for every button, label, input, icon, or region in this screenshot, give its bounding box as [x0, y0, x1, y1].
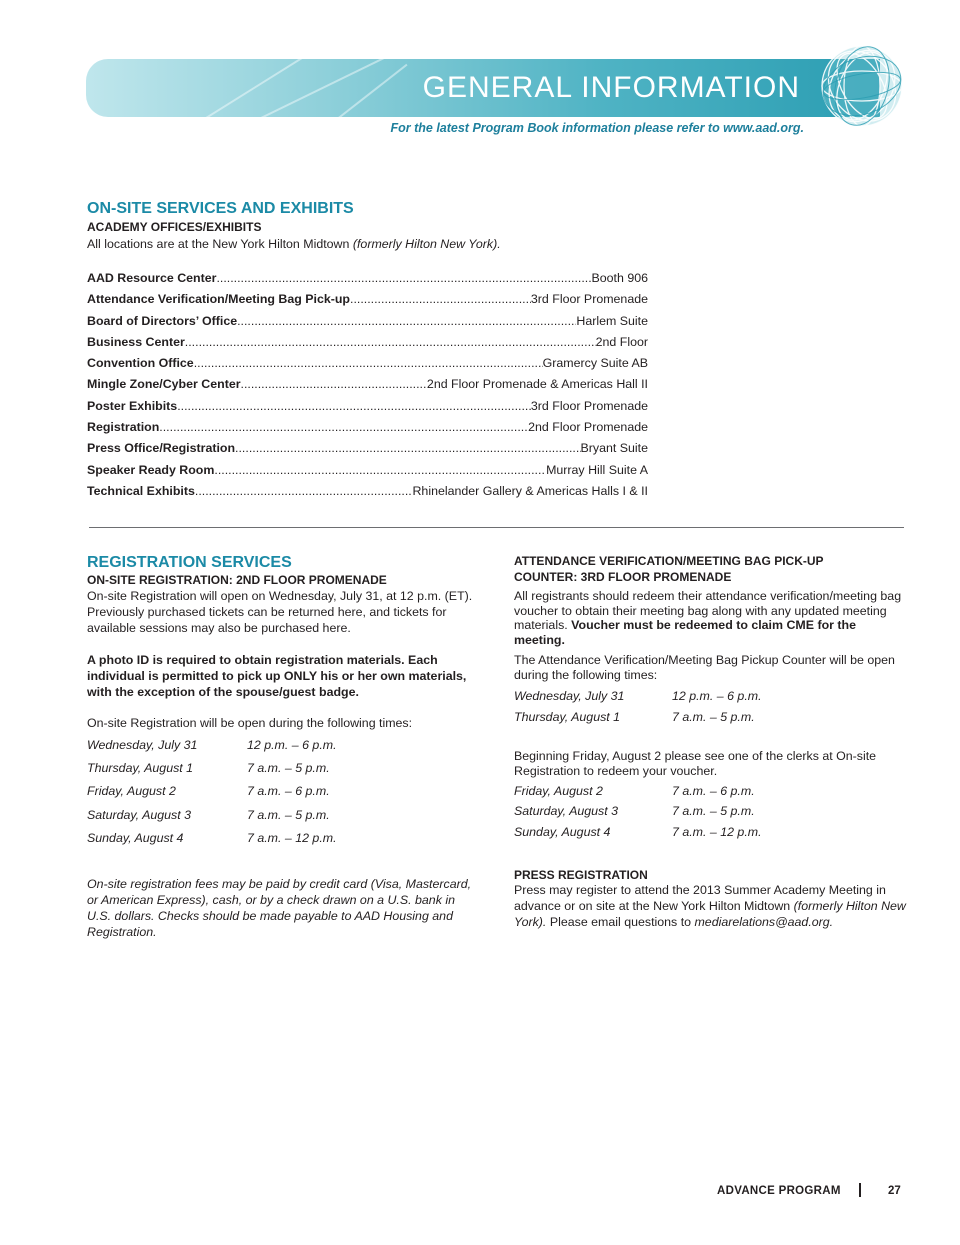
- dot-leader: [214, 463, 546, 477]
- location-name: Poster Exhibits: [87, 398, 178, 413]
- schedule-row: [514, 689, 814, 710]
- schedule-day: Thursday, August 1: [87, 761, 194, 776]
- location-name: Mingle Zone/Cyber Center: [87, 377, 241, 392]
- schedule-row: [87, 761, 387, 784]
- location-name: Registration: [87, 420, 160, 435]
- registration-hours-intro: On-site Registration will be open during the following times:: [87, 716, 413, 730]
- attendance-intro: All registrants should redeem their attendance verification/meeting bag voucher to obtain their meeting bag along with any updated meeting materials. Voucher must be redeemed to claim CME for the meeting.: [514, 589, 902, 647]
- location-row: [87, 463, 648, 484]
- location-place: 2nd Floor Promenade: [528, 420, 648, 435]
- photo-id-notice: A photo ID is required to obtain registration materials. Each individual is permitted to pick up ONLY his or her own materials, with the exception of the spouse/guest badge.: [87, 653, 467, 699]
- globe-icon: [820, 44, 904, 128]
- dot-leader: [241, 377, 427, 391]
- schedule-day: Friday, August 2: [87, 784, 176, 799]
- location-row: [87, 441, 648, 462]
- schedule-day: Sunday, August 4: [87, 830, 184, 845]
- location-row: [87, 399, 648, 420]
- dot-leader: [194, 356, 543, 370]
- location-place: Rhinelander Gallery & Americas Halls I & II: [412, 483, 648, 498]
- location-row: [87, 314, 648, 335]
- dot-leader: [235, 441, 580, 455]
- dot-leader: [237, 314, 576, 328]
- location-row: [87, 292, 648, 313]
- schedule-time: 7 a.m. – 5 p.m.: [672, 804, 755, 819]
- schedule-row: [514, 784, 814, 804]
- onsite-intro: All locations are at the New York Hilton Midtown (formerly Hilton New York).: [87, 237, 501, 251]
- schedule-day: Wednesday, July 31: [87, 738, 198, 752]
- attendance-hours-intro: The Attendance Verification/Meeting Bag Pickup Counter will be open during the following times:: [514, 653, 895, 682]
- location-name: Attendance Verification/Meeting Bag Pick-up: [87, 292, 351, 307]
- schedule-time: 7 a.m. – 12 p.m.: [247, 830, 337, 845]
- location-name: Business Center: [87, 334, 185, 349]
- attendance-title-line1: ATTENDANCE VERIFICATION/MEETING BAG PICK-UP: [514, 554, 824, 568]
- location-list: [87, 271, 648, 505]
- schedule-row: [87, 738, 387, 761]
- schedule-time: 7 a.m. – 6 p.m.: [672, 784, 755, 798]
- location-place: 2nd Floor: [595, 334, 648, 349]
- location-row: [87, 335, 648, 356]
- location-place: Harlem Suite: [576, 313, 648, 328]
- location-row: [87, 420, 648, 441]
- dot-leader: [350, 292, 531, 306]
- schedule-row: [87, 831, 387, 854]
- voucher-notice: Beginning Friday, August 2 please see one of the clerks at On-site Registration to redeem your voucher.: [514, 749, 877, 778]
- schedule-day: Sunday, August 4: [514, 824, 611, 839]
- location-row: [87, 271, 648, 292]
- dot-leader: [216, 271, 591, 285]
- schedule-row: [87, 808, 387, 831]
- location-row: [87, 377, 648, 398]
- location-row: [87, 356, 648, 377]
- location-name: Board of Directors’ Office: [87, 313, 238, 328]
- location-name: Press Office/Registration: [87, 441, 236, 456]
- schedule-row: [514, 825, 814, 845]
- schedule-time: 7 a.m. – 6 p.m.: [247, 784, 330, 799]
- page-title: GENERAL INFORMATION: [422, 71, 800, 104]
- location-name: Convention Office: [87, 356, 194, 371]
- schedule-time: 7 a.m. – 5 p.m.: [247, 807, 330, 822]
- schedule-day: Wednesday, July 31: [514, 689, 625, 703]
- registration-section-title: REGISTRATION SERVICES: [87, 554, 292, 571]
- registration-intro: On-site Registration will open on Wednesday, July 31, at 12 p.m. (ET). Previously purchased tickets can be returned here, and tickets for available sessions may also be purchased here.: [87, 589, 473, 635]
- dot-leader: [159, 420, 528, 434]
- schedule-time: 12 p.m. – 6 p.m.: [247, 738, 337, 752]
- registration-schedule: [87, 738, 387, 854]
- location-place: Bryant Suite: [580, 441, 648, 456]
- attendance-schedule: [514, 689, 814, 730]
- dot-leader: [195, 484, 413, 498]
- location-name: Technical Exhibits: [87, 483, 195, 498]
- schedule-day: Thursday, August 1: [514, 709, 621, 724]
- press-email-link[interactable]: mediarelations@aad.org.: [694, 915, 834, 929]
- schedule-time: 7 a.m. – 12 p.m.: [672, 824, 762, 839]
- payment-notice: On-site registration fees may be paid by credit card (Visa, Mastercard, or American Express), cash, or by a check drawn on a U.S. bank in U.S. dollars. Checks should be made payable to AAD Housing and Registration.: [87, 877, 472, 939]
- location-place: Murray Hill Suite A: [546, 462, 648, 477]
- location-name: AAD Resource Center: [87, 271, 217, 285]
- voucher-schedule: [514, 784, 814, 845]
- schedule-day: Friday, August 2: [514, 784, 603, 798]
- schedule-row: [514, 710, 814, 731]
- location-name: Speaker Ready Room: [87, 462, 215, 477]
- attendance-title-line2: COUNTER: 3RD FLOOR PROMENADE: [514, 570, 732, 584]
- schedule-day: Saturday, August 3: [514, 804, 619, 819]
- location-place: 3rd Floor Promenade: [530, 292, 648, 307]
- location-place: 2nd Floor Promenade & Americas Hall II: [426, 377, 648, 392]
- schedule-time: 7 a.m. – 5 p.m.: [247, 761, 330, 776]
- dot-leader: [177, 399, 531, 413]
- schedule-row: [514, 804, 814, 824]
- press-title: PRESS REGISTRATION: [514, 868, 648, 882]
- location-place: Booth 906: [591, 271, 648, 285]
- press-text: Press may register to attend the 2013 Summer Academy Meeting in advance or on site at the New York Hilton Midtown (formerly Hilton New York). Please email questions to mediarelations@aad.org.: [514, 883, 906, 929]
- schedule-row: [87, 784, 387, 807]
- page-number: 27: [888, 1185, 901, 1197]
- header-note: For the latest Program Book information please refer to www.aad.org.: [390, 121, 804, 135]
- schedule-time: 7 a.m. – 5 p.m.: [672, 709, 755, 724]
- header-banner: [86, 59, 880, 117]
- footer-label: ADVANCE PROGRAM: [717, 1185, 841, 1197]
- location-row: [87, 484, 648, 505]
- location-place: Gramercy Suite AB: [542, 356, 648, 371]
- dot-leader: [185, 335, 596, 349]
- schedule-day: Saturday, August 3: [87, 807, 192, 822]
- onsite-subtitle: ACADEMY OFFICES/EXHIBITS: [87, 220, 262, 234]
- footer-separator: [859, 1183, 861, 1197]
- onsite-section-title: ON-SITE SERVICES AND EXHIBITS: [87, 200, 354, 217]
- location-place: 3rd Floor Promenade: [530, 398, 648, 413]
- section-divider: [89, 527, 904, 528]
- registration-subtitle: ON-SITE REGISTRATION: 2ND FLOOR PROMENADE: [87, 573, 387, 587]
- schedule-time: 12 p.m. – 6 p.m.: [672, 689, 762, 703]
